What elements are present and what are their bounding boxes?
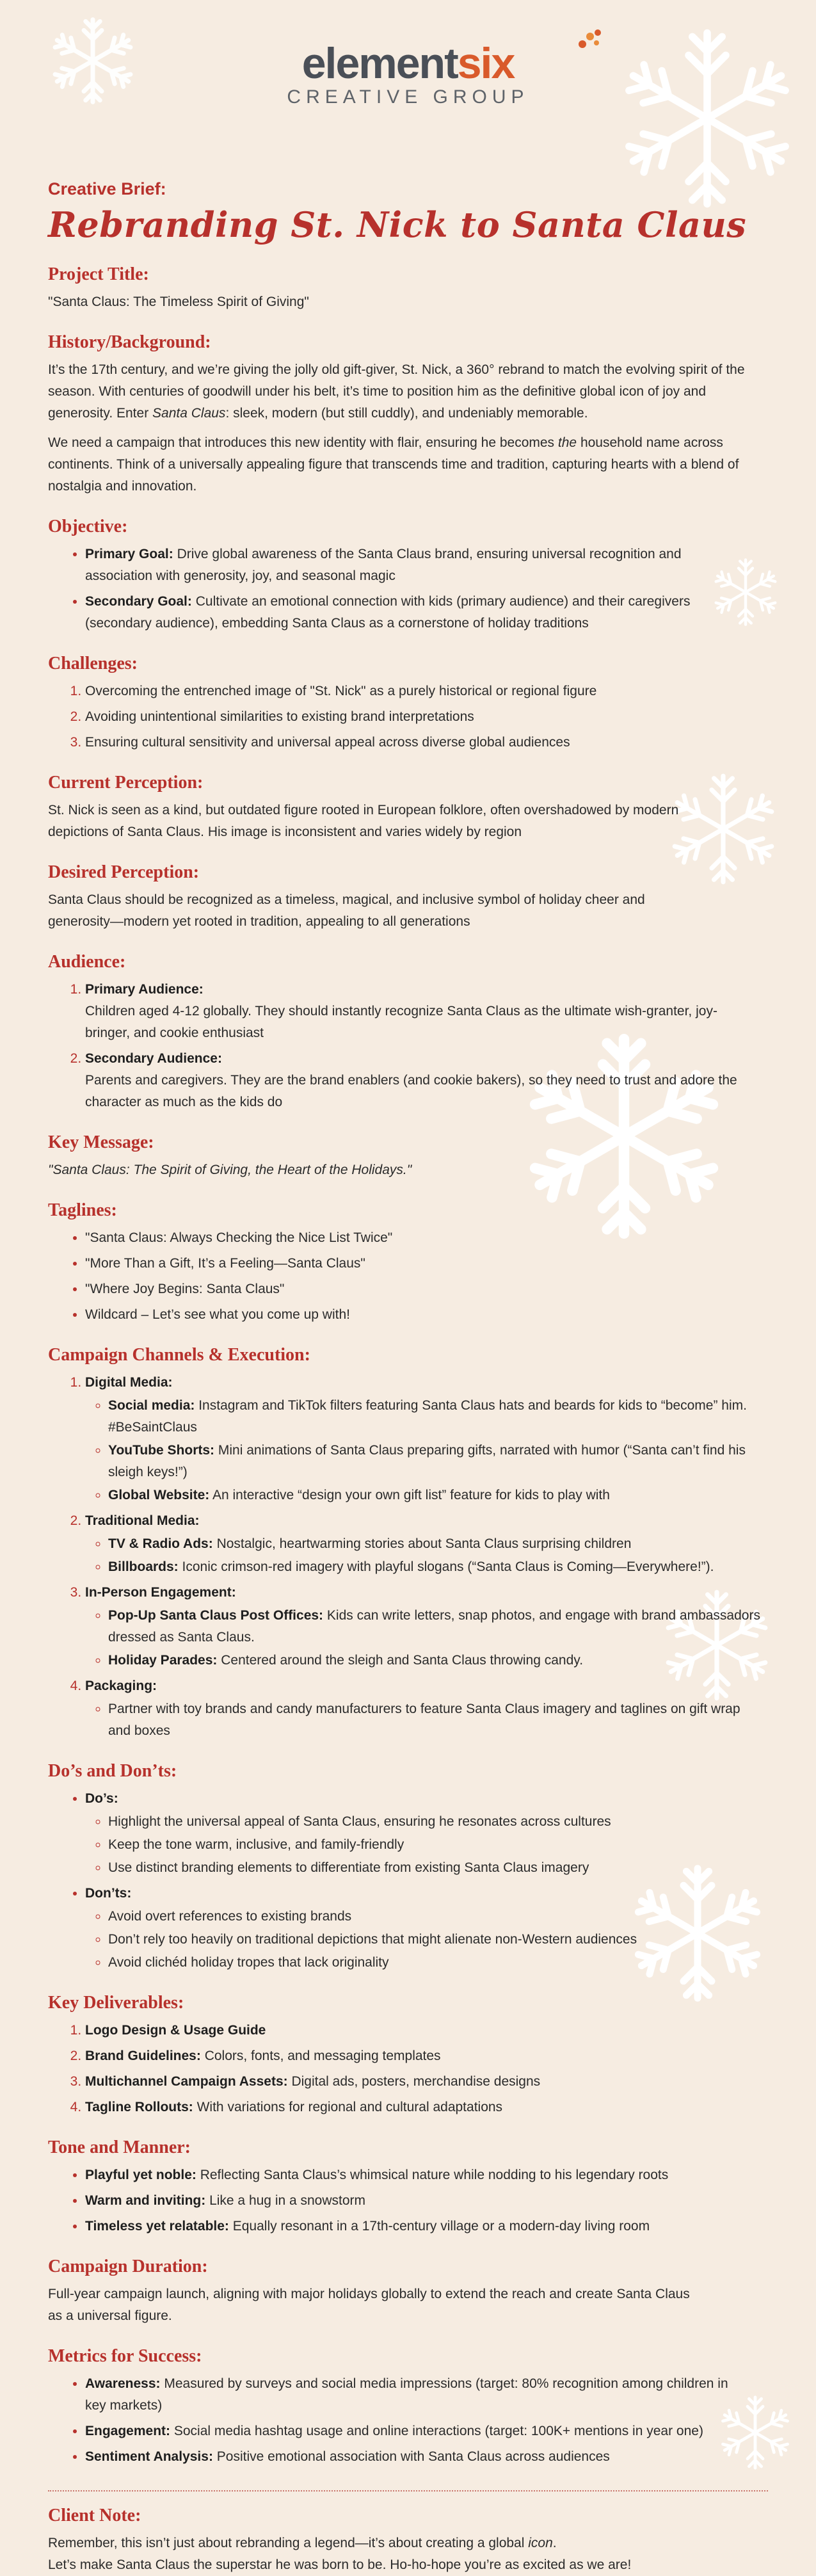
logo-wordmark-main: element bbox=[301, 39, 458, 88]
list-item: • Wildcard – Let’s see what you come up with! bbox=[85, 1304, 768, 1326]
history-heading: History/Background: bbox=[48, 332, 211, 352]
list-item: • Primary Goal: Drive global awareness of the Santa Claus brand, ensuring universal recognition and association with generosity, joy, and seasonal magic bbox=[85, 543, 738, 587]
audience-heading: Audience: bbox=[48, 952, 126, 972]
list-item: 1. Primary Audience: Children aged 4-12 globally. They should instantly recognize Santa Claus as the ultimate wish-granter, joy-bringer, and cookie enthusiast bbox=[85, 979, 738, 1044]
project-heading: Project Title: bbox=[48, 264, 149, 284]
logo-wordmark-accent: six bbox=[457, 39, 515, 88]
deliverables-heading: Key Deliverables: bbox=[48, 1993, 184, 2013]
client-note-text: Remember, this isn’t just about rebranding a legend—it’s about creating a global icon. Let’s make Santa Claus the superstar he was born to be. Ho-ho-hope you’re as excited as we are! bbox=[48, 2536, 632, 2572]
donts-group: • Don’ts: ◦ Avoid overt references to existing brands ◦ Don’t rely too heavily on traditional depictions that might alienate non-Western audiences ◦ Avoid clichéd holiday tropes that lack originality bbox=[85, 1883, 768, 1974]
list-item: 3. Multichannel Campaign Assets: Digital ads, posters, merchandise designs bbox=[85, 2071, 768, 2093]
list-item: ◦ Don’t rely too heavily on traditional depictions that might alienate non-Western audiences bbox=[108, 1929, 768, 1951]
list-item: ◦ Highlight the universal appeal of Santa Claus, ensuring he resonates across cultures bbox=[108, 1811, 768, 1833]
list-item: • Timeless yet relatable: Equally resonant in a 17th-century village or a modern-day living room bbox=[85, 2216, 768, 2237]
taglines-list bbox=[48, 1227, 768, 1326]
deliverables-list bbox=[48, 2020, 768, 2118]
duration-text: Full-year campaign launch, aligning with major holidays globally to extend the reach and create Santa Claus as a universal figure. bbox=[48, 2287, 690, 2323]
list-item: ◦ Avoid overt references to existing brands bbox=[108, 1906, 768, 1928]
list-item: 4. Tagline Rollouts: With variations for regional and cultural adaptations bbox=[85, 2097, 768, 2118]
list-item: ◦ Social media: Instagram and TikTok filters featuring Santa Claus hats and beards for kids to “become” him. #BeSaintClaus bbox=[108, 1395, 761, 1438]
dos-group: • Do’s: ◦ Highlight the universal appeal of Santa Claus, ensuring he resonates across cultures ◦ Keep the tone warm, inclusive, and family-friendly ◦ Use distinct branding elements to differentiate from existing Santa Claus imagery bbox=[85, 1788, 768, 1879]
list-item: ◦ Avoid clichéd holiday tropes that lack originality bbox=[108, 1952, 768, 1974]
channel-group: 1. Digital Media: ◦ Social media: Instagram and TikTok filters featuring Santa Claus hats and beards for kids to “become” him. #BeSaintClaus ◦ YouTube Shorts: Mini animations of Santa Claus preparing gifts, narrated with humor (“Santa can’t find his sleigh keys!”) ◦ Global Website: An interactive “design your own gift list” feature for kids to play with bbox=[85, 1372, 768, 1506]
list-item: ◦ Holiday Parades: Centered around the sleigh and Santa Claus throwing candy. bbox=[108, 1650, 761, 1671]
list-item: ◦ Pop-Up Santa Claus Post Offices: Kids can write letters, snap photos, and engage with brand ambassadors dressed as Santa Claus. bbox=[108, 1605, 761, 1648]
list-item: ◦ Global Website: An interactive “design your own gift list” feature for kids to play with bbox=[108, 1485, 761, 1506]
list-item: 2. Secondary Audience: Parents and caregivers. They are the brand enablers (and cookie bakers), so they need to trust and adore the character as much as the kids do bbox=[85, 1048, 738, 1113]
list-item: 1. Overcoming the entrenched image of "St. Nick" as a purely historical or regional figure bbox=[85, 680, 768, 702]
list-item: 3. Ensuring cultural sensitivity and universal appeal across diverse global audiences bbox=[85, 732, 768, 753]
tone-heading: Tone and Manner: bbox=[48, 2137, 191, 2157]
tone-list bbox=[48, 2164, 768, 2237]
channels-heading: Campaign Channels & Execution: bbox=[48, 1345, 310, 1365]
list-item: • Sentiment Analysis: Positive emotional association with Santa Claus across audiences bbox=[85, 2446, 738, 2468]
taglines-heading: Taglines: bbox=[48, 1200, 117, 1220]
duration-heading: Campaign Duration: bbox=[48, 2257, 208, 2276]
list-item: • Secondary Goal: Cultivate an emotional connection with kids (primary audience) and their caregivers (secondary audience), embedding Santa Claus as a cornerstone of holiday traditions bbox=[85, 591, 738, 634]
list-item: • Engagement: Social media hashtag usage and online interactions (target: 100K+ mentions in year one) bbox=[85, 2420, 738, 2442]
list-item: 2. Brand Guidelines: Colors, fonts, and messaging templates bbox=[85, 2045, 768, 2067]
company-logo bbox=[48, 0, 768, 118]
challenges-list bbox=[48, 680, 768, 753]
challenges-heading: Challenges: bbox=[48, 654, 138, 673]
dos-donts-heading: Do’s and Don’ts: bbox=[48, 1761, 177, 1781]
objective-list bbox=[48, 543, 738, 634]
current-perception-heading: Current Perception: bbox=[48, 773, 204, 793]
list-item: ◦ YouTube Shorts: Mini animations of Santa Claus preparing gifts, narrated with humor (“Santa can’t find his sleigh keys!”) bbox=[108, 1440, 761, 1483]
current-perception-text: St. Nick is seen as a kind, but outdated figure rooted in European folklore, often overshadowed by modern depictions of Santa Claus. His image is inconsistent and varies widely by region bbox=[48, 803, 679, 839]
section-divider bbox=[48, 2490, 768, 2491]
channel-group: 4. Packaging: ◦ Partner with toy brands and candy manufacturers to feature Santa Claus imagery and taglines on gift wrap and boxes bbox=[85, 1675, 768, 1742]
metrics-heading: Metrics for Success: bbox=[48, 2346, 202, 2366]
logo-dots-icon bbox=[577, 29, 603, 51]
client-note-heading: Client Note: bbox=[48, 2506, 141, 2525]
channel-group: 2. Traditional Media: ◦ TV & Radio Ads: Nostalgic, heartwarming stories about Santa Claus surprising children ◦ Billboards: Iconic crimson-red imagery with playful slogans (“Santa Claus is Coming—Everywhere!”). bbox=[85, 1510, 768, 1578]
channels-list bbox=[48, 1372, 768, 1742]
desired-perception-heading: Desired Perception: bbox=[48, 862, 200, 882]
page-title: Rebranding St. Nick to Santa Claus bbox=[48, 204, 747, 245]
history-paragraph-1: It’s the 17th century, and we’re giving the jolly old gift-giver, St. Nick, a 360° rebrand to match the evolving spirit of the season. With centuries of goodwill under his belt, it’s time to position him as the definitive global icon of joy and generosity. Enter Santa Claus: sleek, modern (but still cuddly), and undeniably memorable. bbox=[48, 362, 745, 421]
list-item: ◦ Keep the tone warm, inclusive, and family-friendly bbox=[108, 1834, 768, 1856]
list-item: ◦ Use distinct branding elements to differentiate from existing Santa Claus imagery bbox=[108, 1857, 768, 1879]
objective-heading: Objective: bbox=[48, 517, 128, 536]
history-paragraph-2: We need a campaign that introduces this new identity with flair, ensuring he becomes the household name across continents. Think of a universally appealing figure that transcends time and tradition, capturing hearts with a blend of nostalgia and innovation. bbox=[48, 435, 739, 494]
list-item: • "Where Joy Begins: Santa Claus" bbox=[85, 1278, 768, 1300]
list-item: ◦ Partner with toy brands and candy manufacturers to feature Santa Claus imagery and taglines on gift wrap and boxes bbox=[108, 1698, 761, 1742]
dos-donts-list bbox=[48, 1788, 768, 1974]
list-item: • Awareness: Measured by surveys and social media impressions (target: 80% recognition among children in key markets) bbox=[85, 2373, 738, 2417]
logo-subtitle: CREATIVE GROUP bbox=[287, 86, 529, 108]
list-item: • "Santa Claus: Always Checking the Nice List Twice" bbox=[85, 1227, 768, 1249]
list-item: • Warm and inviting: Like a hug in a snowstorm bbox=[85, 2190, 768, 2212]
client-note bbox=[48, 2506, 768, 2576]
desired-perception-text: Santa Claus should be recognized as a timeless, magical, and inclusive symbol of holiday cheer and generosity—modern yet rooted in tradition, appealing to all generations bbox=[48, 892, 645, 929]
metrics-list bbox=[48, 2373, 738, 2468]
project-text: "Santa Claus: The Timeless Spirit of Giving" bbox=[48, 294, 309, 309]
key-message-heading: Key Message: bbox=[48, 1132, 154, 1152]
list-item: ◦ TV & Radio Ads: Nostalgic, heartwarming stories about Santa Claus surprising children bbox=[108, 1533, 768, 1555]
list-item: 1. Logo Design & Usage Guide bbox=[85, 2020, 768, 2041]
list-item: • Playful yet noble: Reflecting Santa Claus’s whimsical nature while nodding to his legendary roots bbox=[85, 2164, 768, 2186]
brief-label: Creative Brief: bbox=[48, 179, 166, 198]
list-item: ◦ Billboards: Iconic crimson-red imagery with playful slogans (“Santa Claus is Coming—Everywhere!”). bbox=[108, 1556, 768, 1578]
audience-list bbox=[48, 979, 738, 1113]
key-message-text: "Santa Claus: The Spirit of Giving, the Heart of the Holidays." bbox=[48, 1163, 412, 1177]
list-item: • "More Than a Gift, It’s a Feeling—Santa Claus" bbox=[85, 1253, 768, 1275]
channel-group: 3. In-Person Engagement: ◦ Pop-Up Santa Claus Post Offices: Kids can write letters, snap photos, and engage with brand ambassadors dressed as Santa Claus. ◦ Holiday Parades: Centered around the sleigh and Santa Claus throwing candy. bbox=[85, 1582, 768, 1671]
list-item: 2. Avoiding unintentional similarities to existing brand interpretations bbox=[85, 706, 768, 728]
